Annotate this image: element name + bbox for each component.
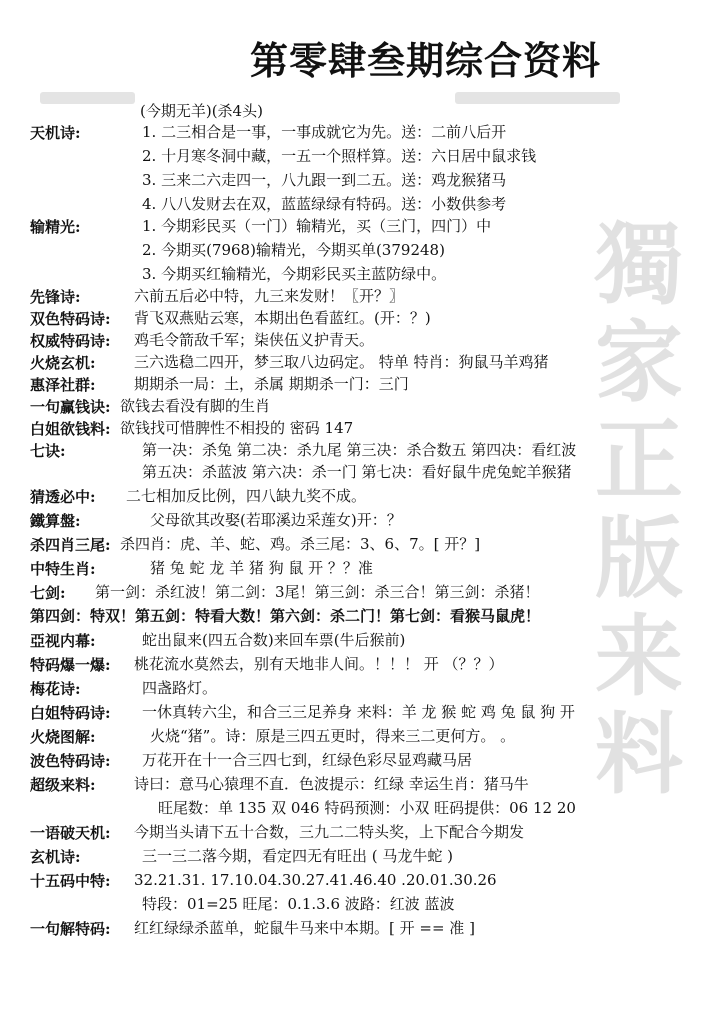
yijujie-text: 红红绿绿杀蓝单，蛇鼠牛马来中本期。[ 开 == 准 ] — [134, 919, 475, 937]
shujing-line: 2. 今期买(7968)输精光，今期买单(379248) — [142, 241, 445, 259]
meihua-text: 四盏路灯。 — [142, 679, 218, 697]
shuangse-label: 双色特码诗: — [30, 310, 111, 328]
zhongte-text: 猪 兔 蛇 龙 羊 猪 狗 鼠 开 ？？准 — [150, 559, 373, 577]
page-title: 第零肆叁期综合资料 — [250, 39, 602, 83]
yasi-text: 蛇出鼠来(四五合数)来回车票(牛后猴前) — [142, 631, 406, 649]
tiesuan-text: 父母欲其改娶(若耶溪边采莲女)开：？ — [150, 511, 402, 529]
yijujie-label: 一句解特码: — [30, 920, 111, 938]
bose-text: 万花开在十一合三四七到，红绿色彩尽显鸡藏马居 — [142, 751, 473, 769]
qijue-label: 七诀: — [30, 442, 66, 460]
quanwei-text: 鸡毛令箭敌千军；柒侠伍义护青天。 — [134, 331, 375, 349]
temabao-label: 特码爆一爆: — [30, 656, 111, 674]
tianji-line: 1. 二三相合是一事，一事成就它为先。送：二前八后开 — [142, 123, 507, 141]
shiwu-text: 32.21.31. 17.10.04.30.27.41.46.40 .20.01.30.26 — [134, 871, 497, 889]
qijian-line2: 第四剑：特双！第五剑：特看大数！第六剑：杀二门！第七剑：看猴马鼠虎！ — [30, 607, 541, 625]
scan-smudge — [40, 92, 135, 104]
quanwei-label: 权威特码诗: — [30, 332, 111, 350]
xuanji-label: 玄机诗: — [30, 848, 81, 866]
shiwu-line2: 特段：01=25 旺尾：0.1.3.6 波路：红波 蓝波 — [142, 895, 455, 913]
tianji-line: 2. 十月寒冬洞中藏，一五一个照样算。送：六日居中鼠求钱 — [142, 147, 537, 165]
caitou-text: 二七相加反比例，四八缺九奖不成。 — [126, 487, 367, 505]
huize-label: 惠泽社群: — [30, 376, 96, 394]
shiwu-label: 十五码中特: — [30, 872, 111, 890]
watermark-char: 正 — [595, 408, 684, 512]
yiju-ying-label: 一句赢钱诀: — [30, 398, 111, 416]
huize-text: 期期杀一局：土，杀属 期期杀一门：三门 — [134, 375, 409, 393]
chaoji-text: 诗曰：意马心猿理不直．色波提示：红绿 幸运生肖：猪马牛 — [134, 775, 529, 793]
qijian-text: 第一剑：杀红波！第二剑：3尾！第三剑：杀三合！第三剑：杀猪！ — [95, 583, 540, 601]
baijie-te-text: 一休真转六尘，和合三三足养身 来料：羊 龙 猴 蛇 鸡 兔 鼠 狗 开 — [142, 703, 575, 721]
caitou-label: 猜透必中: — [30, 488, 96, 506]
yasi-label: 亞视内幕: — [30, 632, 96, 650]
huotu-label: 火烧图解: — [30, 728, 96, 746]
xianfeng-label: 先锋诗: — [30, 288, 81, 306]
baijie-qian-label: 白姐欲钱料: — [30, 420, 111, 438]
shujing-label: 输精光: — [30, 218, 81, 236]
shujing-line: 3. 今期买红输精光，今期彩民买主蓝防绿中。 — [142, 265, 447, 283]
watermark-stamp — [595, 212, 705, 806]
shasi-text: 杀四肖：虎、羊、蛇、鸡。杀三尾：3、6、7。[ 开？] — [120, 535, 481, 553]
huoshao-text: 三六选稳二四开，梦三取八边码定。 特单 特肖：狗鼠马羊鸡猪 — [134, 353, 549, 371]
scan-smudge — [455, 92, 620, 104]
watermark-char: 家 — [595, 310, 684, 414]
huoshao-label: 火烧玄机: — [30, 354, 96, 372]
chaoji-label: 超级来料: — [30, 776, 96, 794]
watermark-char: 版 — [595, 506, 684, 610]
temabao-text: 桃花流水莫然去，别有天地非人间。！！！ 开 （？？） — [134, 655, 504, 673]
qijian-label: 七剑: — [30, 584, 66, 602]
tianji-label: 天机诗: — [30, 124, 81, 142]
shuangse-text: 背飞双燕贴云寒，本期出色看蓝红。(开：？) — [134, 309, 431, 327]
yiyu-text: 今期当头请下五十合数，三九二二特头奖，上下配合今期发 — [134, 823, 525, 841]
tianji-line: 3. 三来二六走四一，八九跟一到二五。送：鸡龙猴猪马 — [142, 171, 507, 189]
watermark-char: 獨 — [595, 212, 684, 316]
bose-label: 波色特码诗: — [30, 752, 111, 770]
chaoji-line2: 旺尾数：单 135 双 046 特码预测：小双 旺码提供：06 12 20 — [158, 799, 576, 817]
yiyu-label: 一语破天机: — [30, 824, 111, 842]
baijie-te-label: 白姐特码诗: — [30, 704, 111, 722]
huotu-text: 火烧“猪”。诗：原是三四五更时，得来三二更何方。 。 — [150, 727, 516, 745]
xuanji-text: 三一三二落今期，看定四无有旺出 ( 马龙牛蛇 ) — [142, 847, 454, 865]
zhongte-label: 中特生肖: — [30, 560, 96, 578]
xianfeng-text: 六前五后必中特，九三来发财！〖开？〗 — [134, 287, 405, 305]
page-subtitle: (今期无羊)(杀4头) — [140, 102, 263, 120]
watermark-char: 料 — [595, 702, 684, 806]
tianji-line: 4. 八八发财去在双，蓝蓝绿绿有特码。送：小数供参考 — [142, 195, 507, 213]
qijue-line: 第五决：杀蓝波 第六决：杀一门 第七决：看好鼠牛虎兔蛇羊猴猪 — [142, 463, 572, 481]
shujing-line: 1. 今期彩民买（一门）输精光，买（三门，四门）中 — [142, 217, 492, 235]
shasi-label: 杀四肖三尾: — [30, 536, 111, 554]
yiju-ying-text: 欲钱去看没有脚的生肖 — [120, 397, 271, 415]
baijie-qian-text: 欲钱找可惜脾性不相投的 密码 147 — [120, 419, 354, 437]
tiesuan-label: 鐵算盤: — [30, 512, 81, 530]
watermark-char: 来 — [595, 604, 684, 708]
meihua-label: 梅花诗: — [30, 680, 81, 698]
qijue-line: 第一决：杀兔 第二决：杀九尾 第三决：杀合数五 第四决：看红波 — [142, 441, 577, 459]
